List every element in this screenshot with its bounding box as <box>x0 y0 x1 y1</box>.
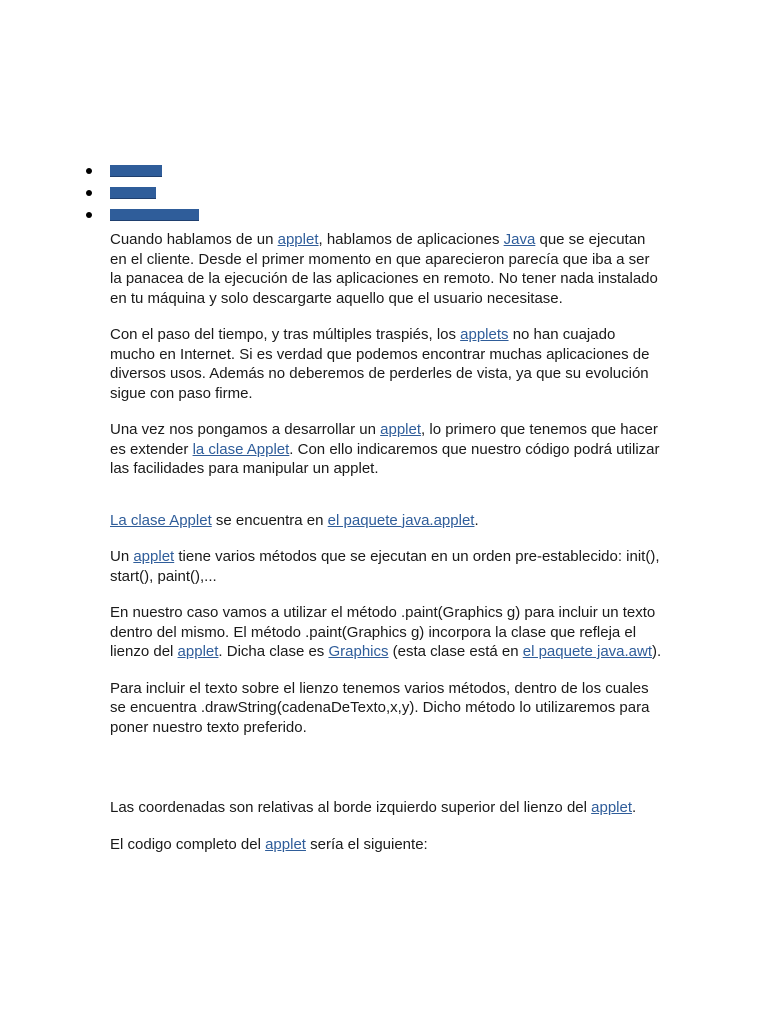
paragraph-coordinates <box>110 798 662 818</box>
text-span: que se ejecutan en el cliente. Desde el primer momento en que aparecieron parecía que iba a ser la panacea de la ejecución de las aplicaciones en remoto. No tener nada instalado en tu máquina y solo descargarte aquello que el usuario necesitase. <box>110 231 658 307</box>
applet-class-link[interactable]: la clase Applet <box>192 440 290 458</box>
bullet-dot-icon <box>86 212 92 218</box>
paragraph-extend-applet <box>110 420 662 479</box>
text-span: se encuentra en <box>211 511 328 529</box>
text-span: ). <box>652 643 662 660</box>
paragraph-drawstring <box>110 679 662 738</box>
paragraph-full-code <box>110 835 662 855</box>
paragraph-applet-intro <box>110 230 662 308</box>
bullet-dot-icon <box>86 190 92 196</box>
applet-link[interactable]: applet <box>133 548 175 565</box>
text-span: Con el paso del tiempo, y tras múltiples traspiés, los <box>110 326 461 343</box>
text-span: Las coordenadas son relativas al borde izquierdo superior del lienzo del <box>110 799 592 816</box>
applet-link[interactable]: applet <box>591 799 633 816</box>
paragraph-paint-method <box>110 603 662 662</box>
applet-class-link[interactable]: La clase Applet <box>110 511 212 529</box>
paragraph-applet-package <box>110 511 662 531</box>
text-span: (esta clase está en <box>388 643 523 660</box>
nav-link-2[interactable] <box>110 187 156 199</box>
text-span: no han cuajado mucho en Internet. Si es verdad que podemos encontrar muchas aplicaciones de diversos usos. Además no deberemos de perderles de vista, ya que su evolución sigue con paso firme. <box>110 326 650 402</box>
nav-link-1[interactable] <box>110 165 162 177</box>
java-applet-package-link[interactable]: el paquete java.applet <box>327 511 475 529</box>
text-span: , hablamos de aplicaciones <box>318 231 504 248</box>
text-span: Cuando hablamos de un <box>110 231 278 248</box>
applet-link[interactable]: applet <box>177 643 219 660</box>
text-span: . Con ello indicaremos que nuestro código podrá utilizar las facilidades para manipular un applet. <box>110 440 660 477</box>
bullet-dot-icon <box>86 168 92 174</box>
text-span: Una vez nos pongamos a desarrollar un <box>110 421 381 438</box>
paragraph-applet-methods <box>110 547 662 586</box>
applets-link[interactable]: applets <box>460 326 509 343</box>
applet-link[interactable]: applet <box>277 231 319 248</box>
text-span: . Dicha clase es <box>218 643 329 660</box>
text-span: tiene varios métodos que se ejecutan en un orden pre-establecido: init(), start(), paint(),... <box>110 548 660 585</box>
text-span: Para incluir el texto sobre el lienzo tenemos varios métodos, dentro de los cuales se encuentra .drawString(cadenaDeTexto,x,y). Dicho método lo utilizaremos para poner nuestro texto preferido. <box>110 679 650 736</box>
text-span: En nuestro caso vamos a utilizar el método .paint(Graphics g) para incluir un texto dentro del mismo. El método .paint(Graphics g) incorpora la clase que refleja el lienzo del <box>110 604 656 660</box>
java-link[interactable]: Java <box>503 231 536 248</box>
applet-link[interactable]: applet <box>265 835 306 853</box>
nav-link-3[interactable] <box>110 209 199 221</box>
text-span: sería el siguiente: <box>305 835 428 853</box>
text-span: , lo primero que tenemos que hacer es extender <box>110 421 658 458</box>
text-span: Un <box>110 548 134 565</box>
java-awt-package-link[interactable]: el paquete java.awt <box>522 643 653 660</box>
text-span: . <box>474 511 479 529</box>
graphics-link[interactable]: Graphics <box>328 643 389 660</box>
paragraph-applets-history <box>110 325 662 403</box>
text-span: . <box>632 799 637 816</box>
text-span: El codigo completo del <box>110 835 266 853</box>
applet-link[interactable]: applet <box>380 421 422 438</box>
article-body <box>110 230 662 854</box>
